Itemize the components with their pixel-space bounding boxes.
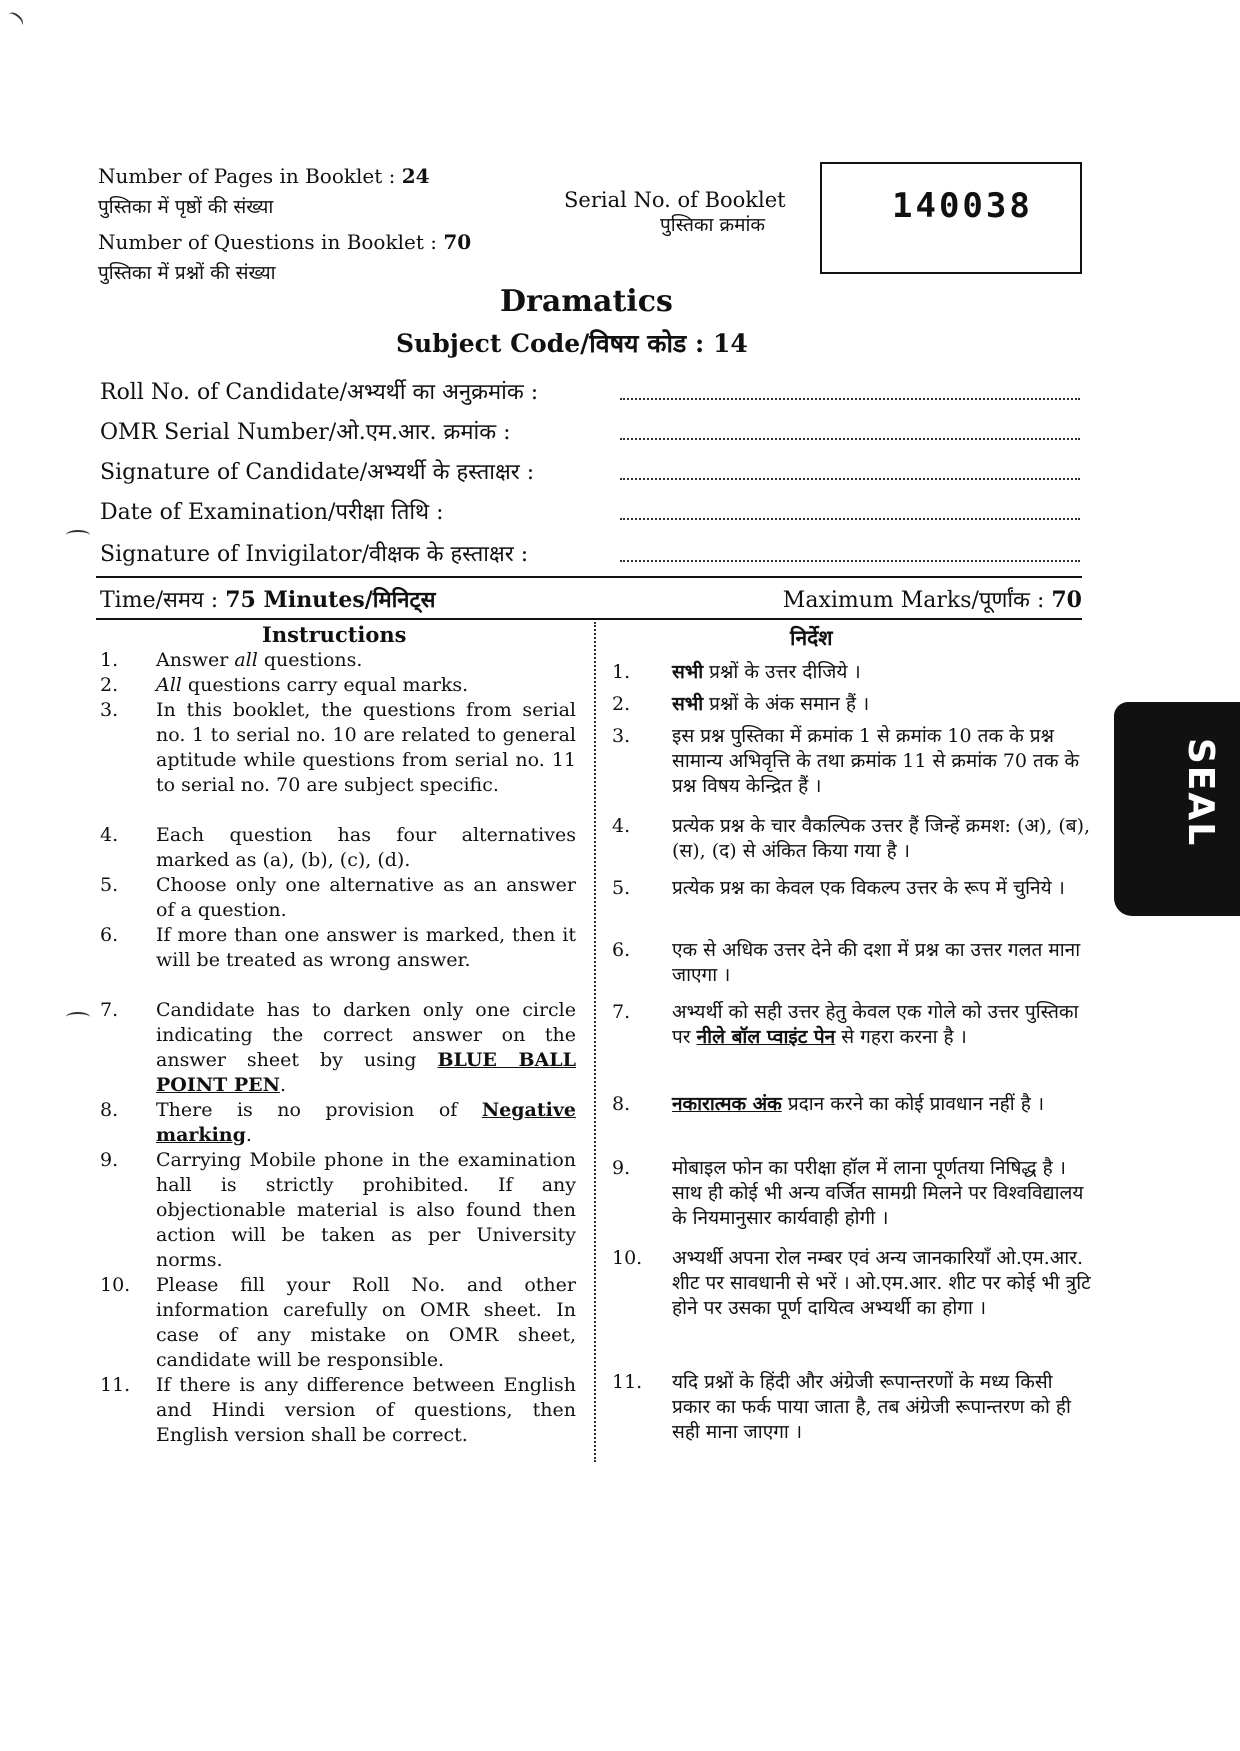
subject-code-label: Subject Code/विषय कोड : (396, 329, 705, 358)
instruction-text: मोबाइल फोन का परीक्षा हॉल में लाना पूर्णतया निषिद्ध है । साथ ही कोई भी अन्य वर्जित सामग्री मिलने पर विश्वविद्यालय के नियमानुसार कार्यवाही होगी । (672, 1157, 1084, 1229)
instruction-text: इस प्रश्न पुस्तिका में क्रमांक 1 से क्रमांक 10 तक के प्रश्न सामान्य अभिवृत्ति के तथा क्रमांक 11 से क्रमांक 70 तक के प्रश्न विषय केन्द्रित हैं । (672, 725, 1080, 797)
instruction-number: 2. (100, 674, 119, 696)
invigilator-signature-label: Signature of Invigilator/वीक्षक के हस्ताक्षर : (100, 542, 529, 567)
instruction-text: In this booklet, the questions from serial no. 1 to serial no. 10 are related to general aptitude while questions from serial no. 11 to serial no. 70 are subject specific. (156, 699, 576, 796)
divider-bottom (96, 618, 1082, 620)
questions-label: Number of Questions in Booklet : (98, 230, 437, 254)
scan-mark (66, 530, 90, 540)
scan-mark (4, 10, 26, 31)
instruction-number: 6. (100, 924, 119, 946)
candidate-signature-field[interactable] (620, 478, 1080, 480)
instruction-text: Each question has four alternatives marked as (a), (b), (c), (d). (156, 824, 576, 871)
instructions-title: Instructions (262, 622, 407, 647)
instruction-number: 5. (100, 874, 119, 896)
pages-value: 24 (401, 164, 430, 188)
instruction-text: प्रत्येक प्रश्न के चार वैकल्पिक उत्तर हैं जिन्हें क्रमश: (अ), (ब), (स), (द) से अंकित किया गया है । (672, 815, 1091, 862)
exam-date-field[interactable] (620, 518, 1080, 520)
maximum-marks (783, 584, 1082, 614)
instruction-number: 4. (100, 824, 119, 846)
marks-value: 70 (1051, 587, 1082, 613)
scan-mark (66, 1012, 90, 1022)
questions-value: 70 (443, 230, 472, 254)
invigilator-signature-field[interactable] (620, 560, 1080, 562)
instruction-number: 8. (100, 1099, 119, 1121)
instruction-number: 9. (100, 1149, 119, 1171)
column-divider (594, 622, 596, 1462)
omr-serial-label: OMR Serial Number/ओ.एम.आर. क्रमांक : (100, 420, 511, 445)
instruction-number: 10. (612, 1247, 643, 1269)
seal-tab[interactable] (1114, 702, 1240, 916)
questions-count (98, 230, 471, 254)
divider-top (96, 576, 1082, 578)
candidate-signature-label: Signature of Candidate/अभ्यर्थी के हस्ताक्षर : (100, 460, 535, 485)
instruction-number: 3. (100, 699, 119, 721)
time-allowed (100, 584, 435, 614)
instruction-number: 7. (612, 1001, 631, 1023)
instruction-text: यदि प्रश्नों के हिंदी और अंग्रेजी रूपान्तरणों के मध्य किसी प्रकार का फर्क पाया जाता है, तब अंग्रेजी रूपान्तरण को ही सही माना जाएगा । (672, 1371, 1071, 1443)
pages-label: Number of Pages in Booklet : (98, 164, 396, 188)
instruction-number: 1. (100, 649, 119, 671)
instruction-number: 3. (612, 725, 631, 747)
instruction-number: 9. (612, 1157, 631, 1179)
serial-label-hindi: पुस्तिका क्रमांक (660, 214, 765, 236)
instruction-number: 6. (612, 939, 631, 961)
time-value: 75 Minutes/मिनिट्स (225, 587, 436, 613)
omr-serial-field[interactable] (620, 438, 1080, 440)
serial-label: Serial No. of Booklet (564, 188, 786, 212)
instruction-number: 8. (612, 1093, 631, 1115)
pages-count (98, 164, 430, 188)
instruction-text: Please fill your Roll No. and other information carefully on OMR sheet. In case of any mistake on OMR sheet, candidate will be responsible. (156, 1274, 576, 1371)
subject-code-value: 14 (712, 329, 748, 358)
instruction-text: प्रत्येक प्रश्न का केवल एक विकल्प उत्तर के रूप में चुनिये । (672, 877, 1065, 899)
instruction-number: 5. (612, 877, 631, 899)
questions-label-hindi: पुस्तिका में प्रश्नों की संख्या (98, 262, 276, 284)
instruction-text: Carrying Mobile phone in the examination hall is strictly prohibited. If any objectionable material is also found then action will be taken as per University norms. (156, 1149, 576, 1271)
instruction-text: If there is any difference between English and Hindi version of questions, then English version shall be correct. (156, 1374, 576, 1446)
marks-label: Maximum Marks/पूर्णांक : (782, 588, 1045, 613)
instruction-number: 7. (100, 999, 119, 1021)
roll-number-label: Roll No. of Candidate/अभ्यर्थी का अनुक्रमांक : (100, 380, 539, 405)
serial-number-box (820, 162, 1082, 274)
instruction-number: 4. (612, 815, 631, 837)
exam-date-label: Date of Examination/परीक्षा तिथि : (100, 500, 444, 525)
instruction-number: 1. (612, 661, 631, 683)
instruction-text: एक से अधिक उत्तर देने की दशा में प्रश्न का उत्तर गलत माना जाएगा । (672, 939, 1081, 986)
instruction-number: 10. (100, 1274, 131, 1296)
time-label: Time/समय : (100, 588, 219, 613)
instruction-number: 2. (612, 693, 631, 715)
instruction-text: Choose only one alternative as an answer of a question. (156, 874, 576, 921)
seal-label: SEAL (1180, 737, 1222, 848)
instruction-text: अभ्यर्थी अपना रोल नम्बर एवं अन्य जानकारियाँ ओ.एम.आर. शीट पर सावधानी से भरें । ओ.एम.आर. शीट पर कोई भी त्रुटि होने पर उसका पूर्ण दायित्व अभ्यर्थी का होगा । (672, 1247, 1091, 1319)
subject-name: Dramatics (500, 284, 673, 319)
instructions-title-hindi: निर्देश (790, 625, 833, 650)
instruction-number: 11. (612, 1371, 643, 1393)
instruction-text: If more than one answer is marked, then it will be treated as wrong answer. (156, 924, 576, 971)
roll-number-field[interactable] (620, 398, 1080, 400)
instruction-number: 11. (100, 1374, 131, 1396)
serial-number: 140038 (892, 186, 1033, 226)
subject-code (396, 326, 748, 360)
pages-label-hindi: पुस्तिका में पृष्ठों की संख्या (98, 196, 274, 218)
